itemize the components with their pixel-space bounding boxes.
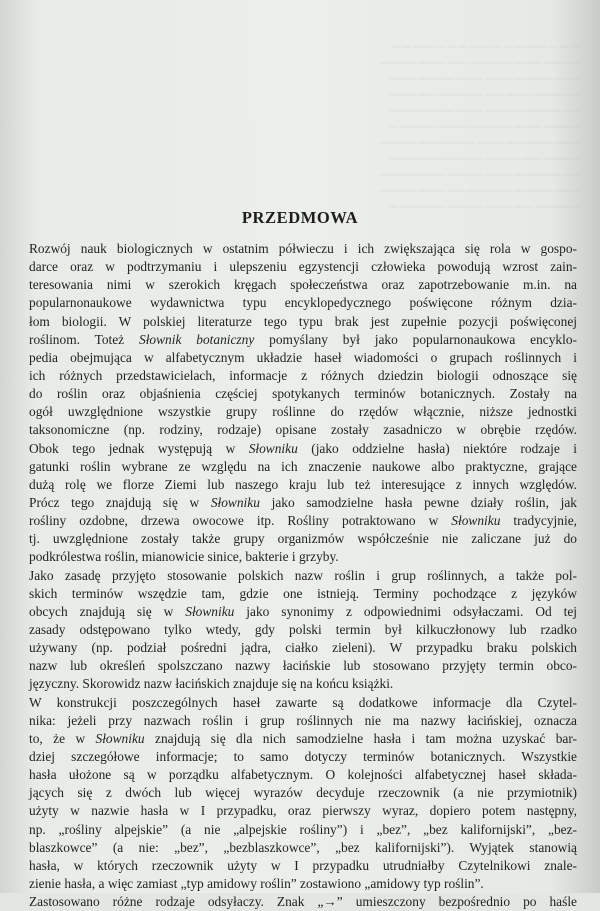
text-line: dużą rolę we florze Ziemi lub naszego kraju lub też interesujące z innych względów. (29, 476, 577, 492)
text-line: hasła, w których rzeczownik użyty w I przypadku utrudniałby Czytelnikowi znale- (29, 857, 577, 873)
text-line: skich terminów wszędzie tam, gdzie one istnieją. Terminy pochodzące z języków (29, 585, 577, 601)
text-line: użyty w nazwie hasła w I przypadku, oraz pierwszy wyraz, dopiero potem następny, (29, 803, 577, 819)
text-segment: Prócz tego znajdują się w (29, 494, 211, 510)
text-line: taksonomiczne (np. rodziny, rodzaje) opisane zostały zasadniczo w obrębie rzędów. (29, 422, 577, 438)
text-line: gatunki roślin wybrane ze względu na ich znaczenie naukowe albo praktyczne, grające (29, 458, 577, 474)
text-line: np. „rośliny alpejskie” (a nie „alpejskie rośliny”) i „bez”, „bez kalifornijski”, „bez- (29, 821, 577, 837)
text-line: jących się z dwóch lub więcej wyrazów decyduje rzeczownik (a nie przymiotnik) (29, 785, 577, 801)
text-line (29, 512, 577, 530)
text-line: Jako zasadę przyjęto stosowanie polskich nazw roślin i grup roślinnych, a także pol- (29, 567, 577, 583)
text-segment: roślinom. Toteż (29, 331, 139, 347)
text-segment: obcych znajdują się w (29, 603, 186, 619)
text-segment: (jako oddzielne hasła) niektóre rodzaje i (297, 440, 577, 456)
text-segment: jako synonimy z odpowiednimi odsyłaczami. Od tej (234, 603, 577, 619)
text-segment: pomyślany był jako popularnonaukowa encyklo- (254, 331, 578, 347)
italic-title: Słowniku (185, 603, 235, 619)
text-segment: rośliny ozdobne, drzewa owocowe itp. Rośliny potraktowano w (29, 513, 452, 529)
text-line: zienie hasła, a więc zamiast „typ amidowy roślin” zostawiono „amidowy typ roślin”. (29, 875, 484, 891)
text-line: nazw lub określeń spolszczano nazwy łacińskie lub stosowano przyjęty termin obco- (29, 658, 577, 674)
text-line: tj. uwzględnione zostały także grupy organizmów współcześnie nie zaliczane już do (29, 531, 577, 547)
show-through-text: — — — — — — — — — — — — — — — — — ———— ——— ————— —— ——— ———— ——— ———— ——— ——— ———— ——— ————— ——— —— ————— —— ——— —— ———— ———— ——— ————— —— ———— ——— ————— ——— ———— — ——— ————— ——— ———— —— ———— ———— —— ———— ————— ——— —— —— ————— ——— ———— ———— ——— ——— ———— ————— —— ——— ———— ————— —— ——— ———— ————— — (379, 41, 580, 211)
text-line: podkrólestwa roślin, mianowicie sinice, bakterie i grzyby. (29, 549, 339, 565)
text-line: języczny. Skorowidz nazw łacińskich znajduje się na końcu książki. (29, 676, 394, 692)
italic-title: Słowniku (210, 494, 260, 510)
text-segment: znajdują się dla nich samodzielne hasła i tam można uzyskać bar- (144, 730, 577, 746)
italic-title: Słowniku (451, 513, 501, 529)
document-page (8, 0, 592, 910)
text-line: pedia obejmująca w alfabetycznym układzie haseł wiadomości o grupach roślinnych i (29, 349, 577, 365)
text-line: Rozwój nauk biologicznych w ostatnim półwieczu i ich zwiększająca się rola w gospo- (29, 241, 577, 256)
text-line: używany (np. podział pośredni jądra, ciałko zieleni). W przypadku braku polskich (29, 640, 577, 656)
text-segment: jako samodzielne hasła pewne działy roślin, jak (259, 494, 577, 510)
italic-title: Słownik botaniczny (139, 331, 255, 347)
text-segment: to, że w (29, 730, 96, 746)
text-line: do roślin oraz objaśnienia częściej spotykanych terminów botanicznych. Zostały na (29, 386, 577, 402)
text-line: Zastosowano różne rodzaje odsyłaczy. Znak „→” umieszczony bezpośrednio po haśle (29, 894, 577, 910)
text-line (29, 494, 577, 512)
text-line: ogół uwzględnione wszystkie grupy roślinne do rzędów włącznie, niższe jednostki (29, 404, 577, 420)
text-line: W konstrukcji poszczególnych haseł zawarte są dodatkowe informacje dla Czytel- (29, 694, 577, 710)
text-line (29, 603, 577, 621)
text-line (29, 331, 577, 349)
italic-title: Słowniku (95, 730, 145, 746)
text-line: ich różnych przedstawicielach, informacje z różnych dziedzin biologii odnoszące się (29, 367, 577, 383)
text-line: teresowania nimi w szerokich kręgach społeczeństwa oraz zapotrzebowanie m.in. na (29, 277, 577, 293)
text-line (29, 730, 577, 748)
text-line: dziej szczegółowe informacje; to samo dotyczy terminów botanicznych. Wszystkie (29, 748, 577, 764)
text-line: nika: jeżeli przy nazwach roślin i grup roślinnych nie ma nazwy łacińskiej, oznacza (29, 712, 577, 728)
preface-body (29, 240, 577, 911)
text-segment: tradycyjnie, (500, 513, 577, 529)
text-line: darce oraz w podtrzymaniu i ulepszeniu egzystencji człowieka powodują wzrost zain- (29, 259, 577, 275)
text-line: hasła ułożone są w porządku alfabetycznym. O kolejności alfabetycznej haseł składa- (29, 767, 577, 783)
text-line: łom biologii. W polskiej literaturze tego typu brak jest zupełnie pozycji poświęconej (29, 313, 577, 329)
page-title: PRZEDMOWA (241, 208, 359, 227)
text-line (29, 440, 577, 458)
italic-title: Słowniku (248, 440, 298, 456)
text-line: popularnonaukowe wydawnictwa typu encyklopedycznego poświęcone różnym dzia- (29, 295, 577, 311)
text-line: zasady odstępowano tylko wtedy, gdy polski termin był kilkuczłonowy lub rzadko (29, 621, 577, 637)
text-segment: Obok tego jednak występują w (29, 440, 249, 456)
text-line: blaszkowce” (a nie: „bez”, „bezblaszkowce”, „bez kalifornijski”). Wyjątek stanowią (29, 839, 577, 855)
